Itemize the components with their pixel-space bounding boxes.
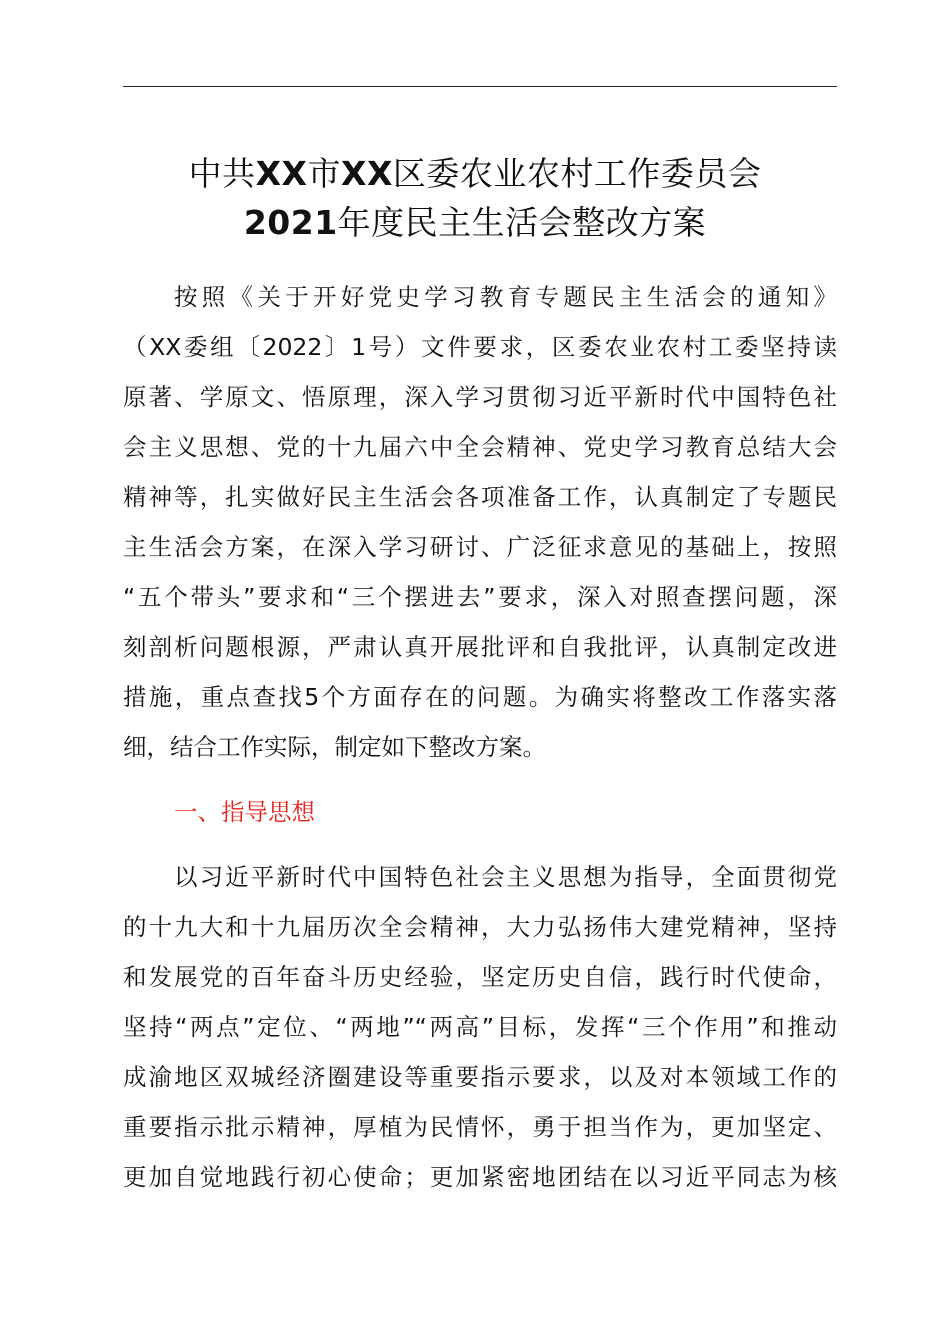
paragraph-line: 刻剖析问题根源，严肃认真开展批评和自我批评，认真制定改进 <box>123 633 837 661</box>
title-text: 年度民主生活会整改方案 <box>337 203 707 242</box>
title-text-bold: XX <box>341 154 393 193</box>
paragraph-line: 措施，重点查找5个方面存在的问题。为确实将整改工作落实落 <box>123 683 837 711</box>
title-year: 2021 <box>243 203 338 242</box>
paragraph-line: 和发展党的百年奋斗历史经验，坚定历史自信，践行时代使命， <box>123 963 837 991</box>
paragraph-line: 按照《关于开好党史学习教育专题民主生活会的通知》 <box>174 283 837 311</box>
title-text: 市 <box>307 154 341 193</box>
paragraph-line: 会主义思想、党的十九届六中全会精神、党史学习教育总结大会 <box>123 433 837 461</box>
paragraph-line: 重要指示批示精神，厚植为民情怀，勇于担当作为，更加坚定、 <box>123 1113 837 1141</box>
paragraph-line: 成渝地区双城经济圈建设等重要指示要求，以及对本领域工作的 <box>123 1063 837 1091</box>
title-text: 区委农业农村工作委员会 <box>392 154 762 193</box>
paragraph-line: （XX委组〔2022〕1号）文件要求，区委农业农村工委坚持读 <box>123 333 837 361</box>
paragraph-line: 以习近平新时代中国特色社会主义思想为指导，全面贯彻党 <box>174 863 837 891</box>
paragraph-line: 主生活会方案，在深入学习研讨、广泛征求意见的基础上，按照 <box>123 533 837 561</box>
paragraph-line: “五个带头”要求和“三个摆进去”要求，深入对照查摆问题，深 <box>123 583 837 611</box>
paragraph-line: 细，结合工作实际，制定如下整改方案。 <box>123 733 546 761</box>
paragraph-line: 更加自觉地践行初心使命；更加紧密地团结在以习近平同志为核 <box>123 1163 837 1191</box>
paragraph-line: 精神等，扎实做好民主生活会各项准备工作，认真制定了专题民 <box>123 483 837 511</box>
header-rule <box>123 86 837 87</box>
paragraph-line: 坚持“两点”定位、“两地”“两高”目标，发挥“三个作用”和推动 <box>123 1013 837 1041</box>
intro-paragraph <box>123 272 837 772</box>
title-text: 中共 <box>188 154 256 193</box>
section-heading-guiding-ideology: 一、指导思想 <box>174 798 315 826</box>
paragraph-line: 的十九大和十九届历次全会精神，大力弘扬伟大建党精神，坚持 <box>123 913 837 941</box>
title-text-bold: XX <box>255 154 308 193</box>
paragraph-line: 原著、学原文、悟原理，深入学习贯彻习近平新时代中国特色社 <box>123 383 837 411</box>
guiding-ideology-paragraph <box>123 852 837 1202</box>
document-title-line-2 <box>100 203 850 243</box>
document-title-line-1 <box>100 154 850 194</box>
